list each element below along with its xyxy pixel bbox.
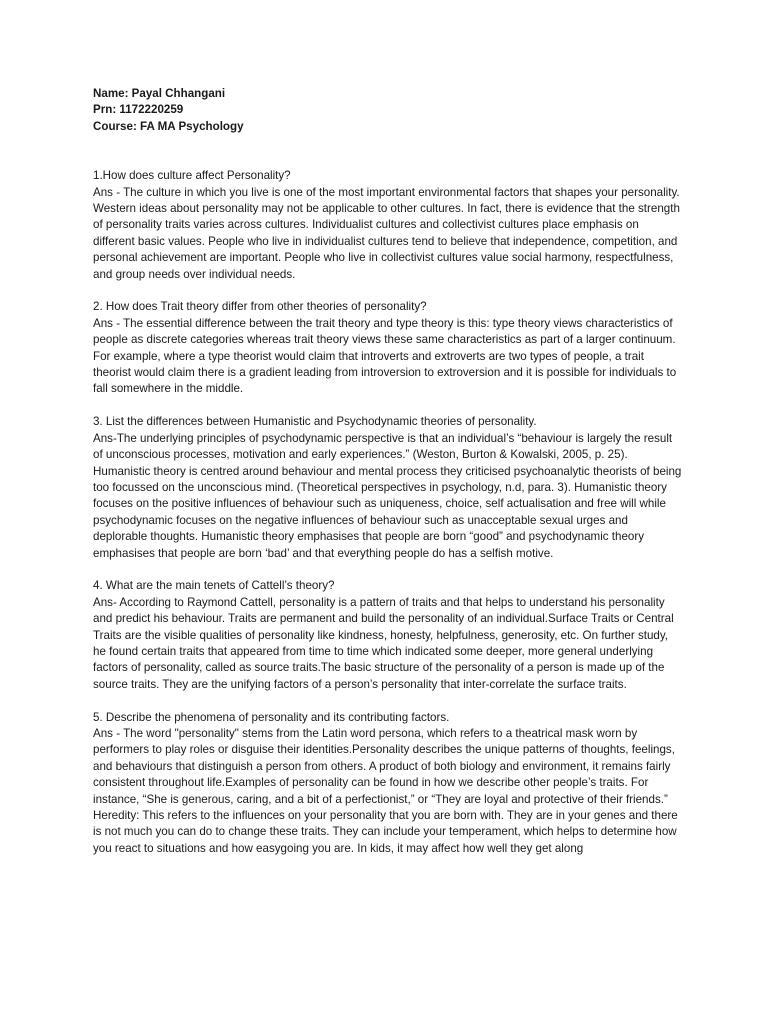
student-course: Course: FA MA Psychology <box>93 119 244 133</box>
qa-item-1 <box>93 168 683 283</box>
qa-item-2 <box>93 299 683 397</box>
answer-1: Ans - The culture in which you live is one of the most important environmental factors that shapes your personality. Western ideas about personality may not be applicable to other cultures. In fact, there is evidence that the strength of personality traits varies across cultures. Individualist cultures and collectivist cultures place emphasis on different basic values. People who live in individualist cultures tend to believe that independence, competition, and personal achievement are important. People who live in collectivist cultures value social harmony, respectfulness, and group needs over individual needs. <box>93 185 680 281</box>
answer-5: Ans - The word "personality" stems from the Latin word persona, which refers to a theatrical mask worn by performers to play roles or disguise their identities.Personality describes the unique patterns of thoughts, feelings, and behaviours that distinguish a person from others. A product of both biology and environment, it remains fairly consistent throughout life.Examples of personality can be found in how we describe other people’s traits. For instance, “She is generous, caring, and a bit of a perfectionist,” or “They are loyal and protective of their friends.” Heredity: This refers to the influences on your personality that you are born with. They are in your genes and there is not much you can do to change these traits. They can include your temperament, which helps to determine how you react to situations and how easygoing you are. In kids, it may affect how well they get along <box>93 726 678 855</box>
student-prn: Prn: 1172220259 <box>93 103 184 117</box>
student-info <box>93 86 683 135</box>
question-2: 2. How does Trait theory differ from other theories of personality? <box>93 300 427 314</box>
qa-item-5 <box>93 710 683 858</box>
qa-item-3 <box>93 414 683 562</box>
question-4: 4. What are the main tenets of Cattell’s theory? <box>93 579 335 593</box>
question-1: 1.How does culture affect Personality? <box>93 169 291 183</box>
document-page <box>93 86 683 874</box>
qa-item-4 <box>93 578 683 693</box>
student-name: Name: Payal Chhangani <box>93 87 226 100</box>
question-5: 5. Describe the phenomena of personality and its contributing factors. <box>93 710 450 724</box>
answer-3: Ans-The underlying principles of psychodynamic perspective is that an individual’s “behaviour is largely the result of unconscious processes, motivation and early experiences.” (Weston, Burton & Kowalski, 2005, p. 25). Humanistic theory is centred around behaviour and mental process they criticised psychoanalytic theorists of being too focussed on the unconscious mind. (Theoretical perspectives in psychology, n.d, para. 3). Humanistic theory focuses on the positive influences of behaviour such as uniqueness, choice, self actualisation and free will while psychodynamic focuses on the negative influences of behaviour such as unacceptable sexual urges and deplorable thoughts. Humanistic theory emphasises that people are born “good” and psychodynamic theory emphasises that people are born ‘bad’ and that everything people do has a selfish motive. <box>93 431 682 560</box>
answer-4: Ans- According to Raymond Cattell, personality is a pattern of traits and that helps to understand his personality and predict his behaviour. Traits are permanent and build the personality of an individual.Surface Traits or Central Traits are the visible qualities of personality like kindness, honesty, helpfulness, generosity, etc. On further study, he found certain traits that appeared from time to time which indicated some deeper, more general underlying factors of personality, called as source traits.The basic structure of the personality of a person is made up of the source traits. They are the unifying factors of a person’s personality that inter-correlate the surface traits. <box>93 595 674 691</box>
answer-2: Ans - The essential difference between the trait theory and type theory is this: type theory views characteristics of people as discrete categories whereas trait theory views these same characteristics as part of a larger continuum. For example, where a type theorist would claim that introverts and extroverts are two types of people, a trait theorist would claim there is a gradient leading from introversion to extroversion and it is possible for individuals to fall somewhere in the middle. <box>93 316 677 396</box>
question-3: 3. List the differences between Humanistic and Psychodynamic theories of personality. <box>93 415 537 429</box>
